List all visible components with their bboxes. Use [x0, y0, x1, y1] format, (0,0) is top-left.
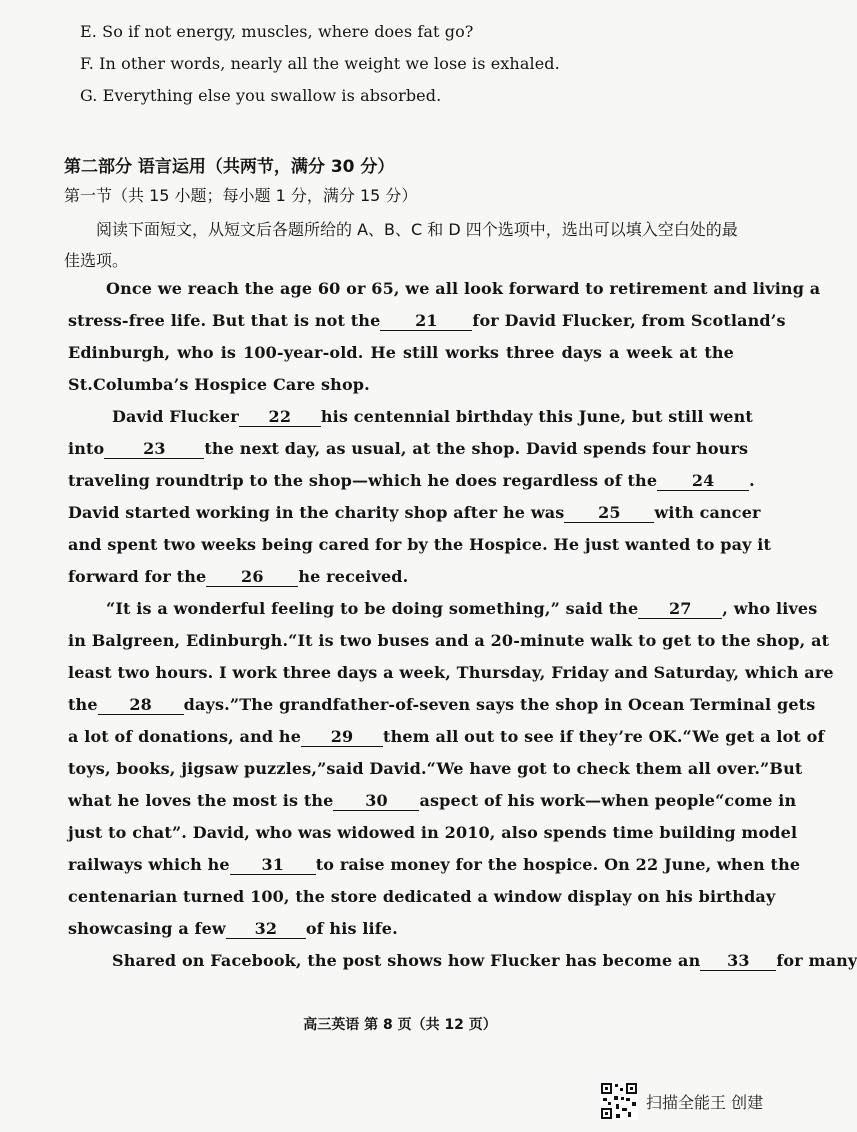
passage-line: just to chat”. David, who was widowed in 2010, also spends time building model — [68, 823, 798, 842]
option-f: F. In other words, nearly all the weight we lose is exhaled. — [80, 54, 560, 73]
passage-line: toys, books, jigsaw puzzles,”said David.“We have got to check them all over.”But — [68, 759, 803, 778]
blank-21[interactable]: 21 — [380, 312, 472, 331]
blank-33[interactable]: 33 — [700, 952, 776, 971]
passage-line: what he loves the most is the 30 aspect of his work—when people“come in — [68, 791, 797, 810]
passage-line: David started working in the charity shop after he was 25 with cancer — [68, 503, 761, 522]
blank-25[interactable]: 25 — [564, 504, 654, 523]
blank-24[interactable]: 24 — [657, 472, 749, 491]
passage-line: “It is a wonderful feeling to be doing something,” said the 27 , who lives — [106, 599, 818, 618]
passage-line: centenarian turned 100, the store dedicated a window display on his birthday — [68, 887, 776, 906]
passage-line: showcasing a few 32 of his life. — [68, 919, 398, 938]
section-title: 第二部分 语言运用（共两节，满分 30 分） — [64, 157, 395, 177]
passage-line: least two hours. I work three days a week, Thursday, Friday and Saturday, which are — [68, 663, 834, 682]
passage-line: and spent two weeks being cared for by the Hospice. He just wanted to pay it — [68, 535, 772, 554]
blank-30[interactable]: 30 — [333, 792, 419, 811]
qr-code-icon — [600, 1082, 638, 1120]
blank-32[interactable]: 32 — [226, 920, 306, 939]
blank-26[interactable]: 26 — [206, 568, 298, 587]
passage-line: traveling roundtrip to the shop—which he does regardless of the 24 . — [68, 471, 755, 490]
blank-29[interactable]: 29 — [301, 728, 383, 747]
scanner-credit: 扫描全能王 创建 — [646, 1093, 764, 1112]
passage-line: in Balgreen, Edinburgh.“It is two buses and a 20-minute walk to get to the shop, at — [68, 631, 830, 650]
blank-22[interactable]: 22 — [239, 408, 321, 427]
passage-line: a lot of donations, and he 29 them all out to see if they’re OK.“We get a lot of — [68, 727, 825, 746]
blank-31[interactable]: 31 — [230, 856, 316, 875]
instructions: 阅读下面短文，从短文后各题所给的 A、B、C 和 D 四个选项中，选出可以填入空白处的最佳选项。 — [64, 220, 738, 270]
blank-23[interactable]: 23 — [104, 440, 204, 459]
subsection-title: 第一节（共 15 小题；每小题 1 分，满分 15 分） — [64, 186, 418, 205]
page-footer: 高三英语 第 8 页（共 12 页） — [303, 1017, 497, 1033]
option-e: E. So if not energy, muscles, where does fat go? — [80, 22, 474, 41]
passage-line: Edinburgh, who is 100-year-old. He still works three days a week at the — [68, 343, 734, 362]
passage-line: forward for the 26 he received. — [68, 567, 409, 586]
passage-line: St.Columba’s Hospice Care shop. — [68, 375, 370, 394]
passage-line: into 23 the next day, as usual, at the shop. David spends four hours — [68, 439, 749, 458]
blank-27[interactable]: 27 — [638, 600, 722, 619]
passage-line: stress-free life. But that is not the 21 for David Flucker, from Scotland’s — [68, 311, 786, 330]
passage-line: Once we reach the age 60 or 65, we all look forward to retirement and living a — [106, 279, 821, 298]
passage-line: Shared on Facebook, the post shows how Flucker has become an 33 for many — [112, 951, 857, 970]
option-g: G. Everything else you swallow is absorbed. — [80, 86, 442, 105]
blank-28[interactable]: 28 — [98, 696, 184, 715]
passage-line: railways which he 31 to raise money for the hospice. On 22 June, when the — [68, 855, 801, 874]
passage-line: David Flucker 22 his centennial birthday this June, but still went — [112, 407, 753, 426]
passage-line: the 28 days.”The grandfather-of-seven says the shop in Ocean Terminal gets — [68, 695, 816, 714]
